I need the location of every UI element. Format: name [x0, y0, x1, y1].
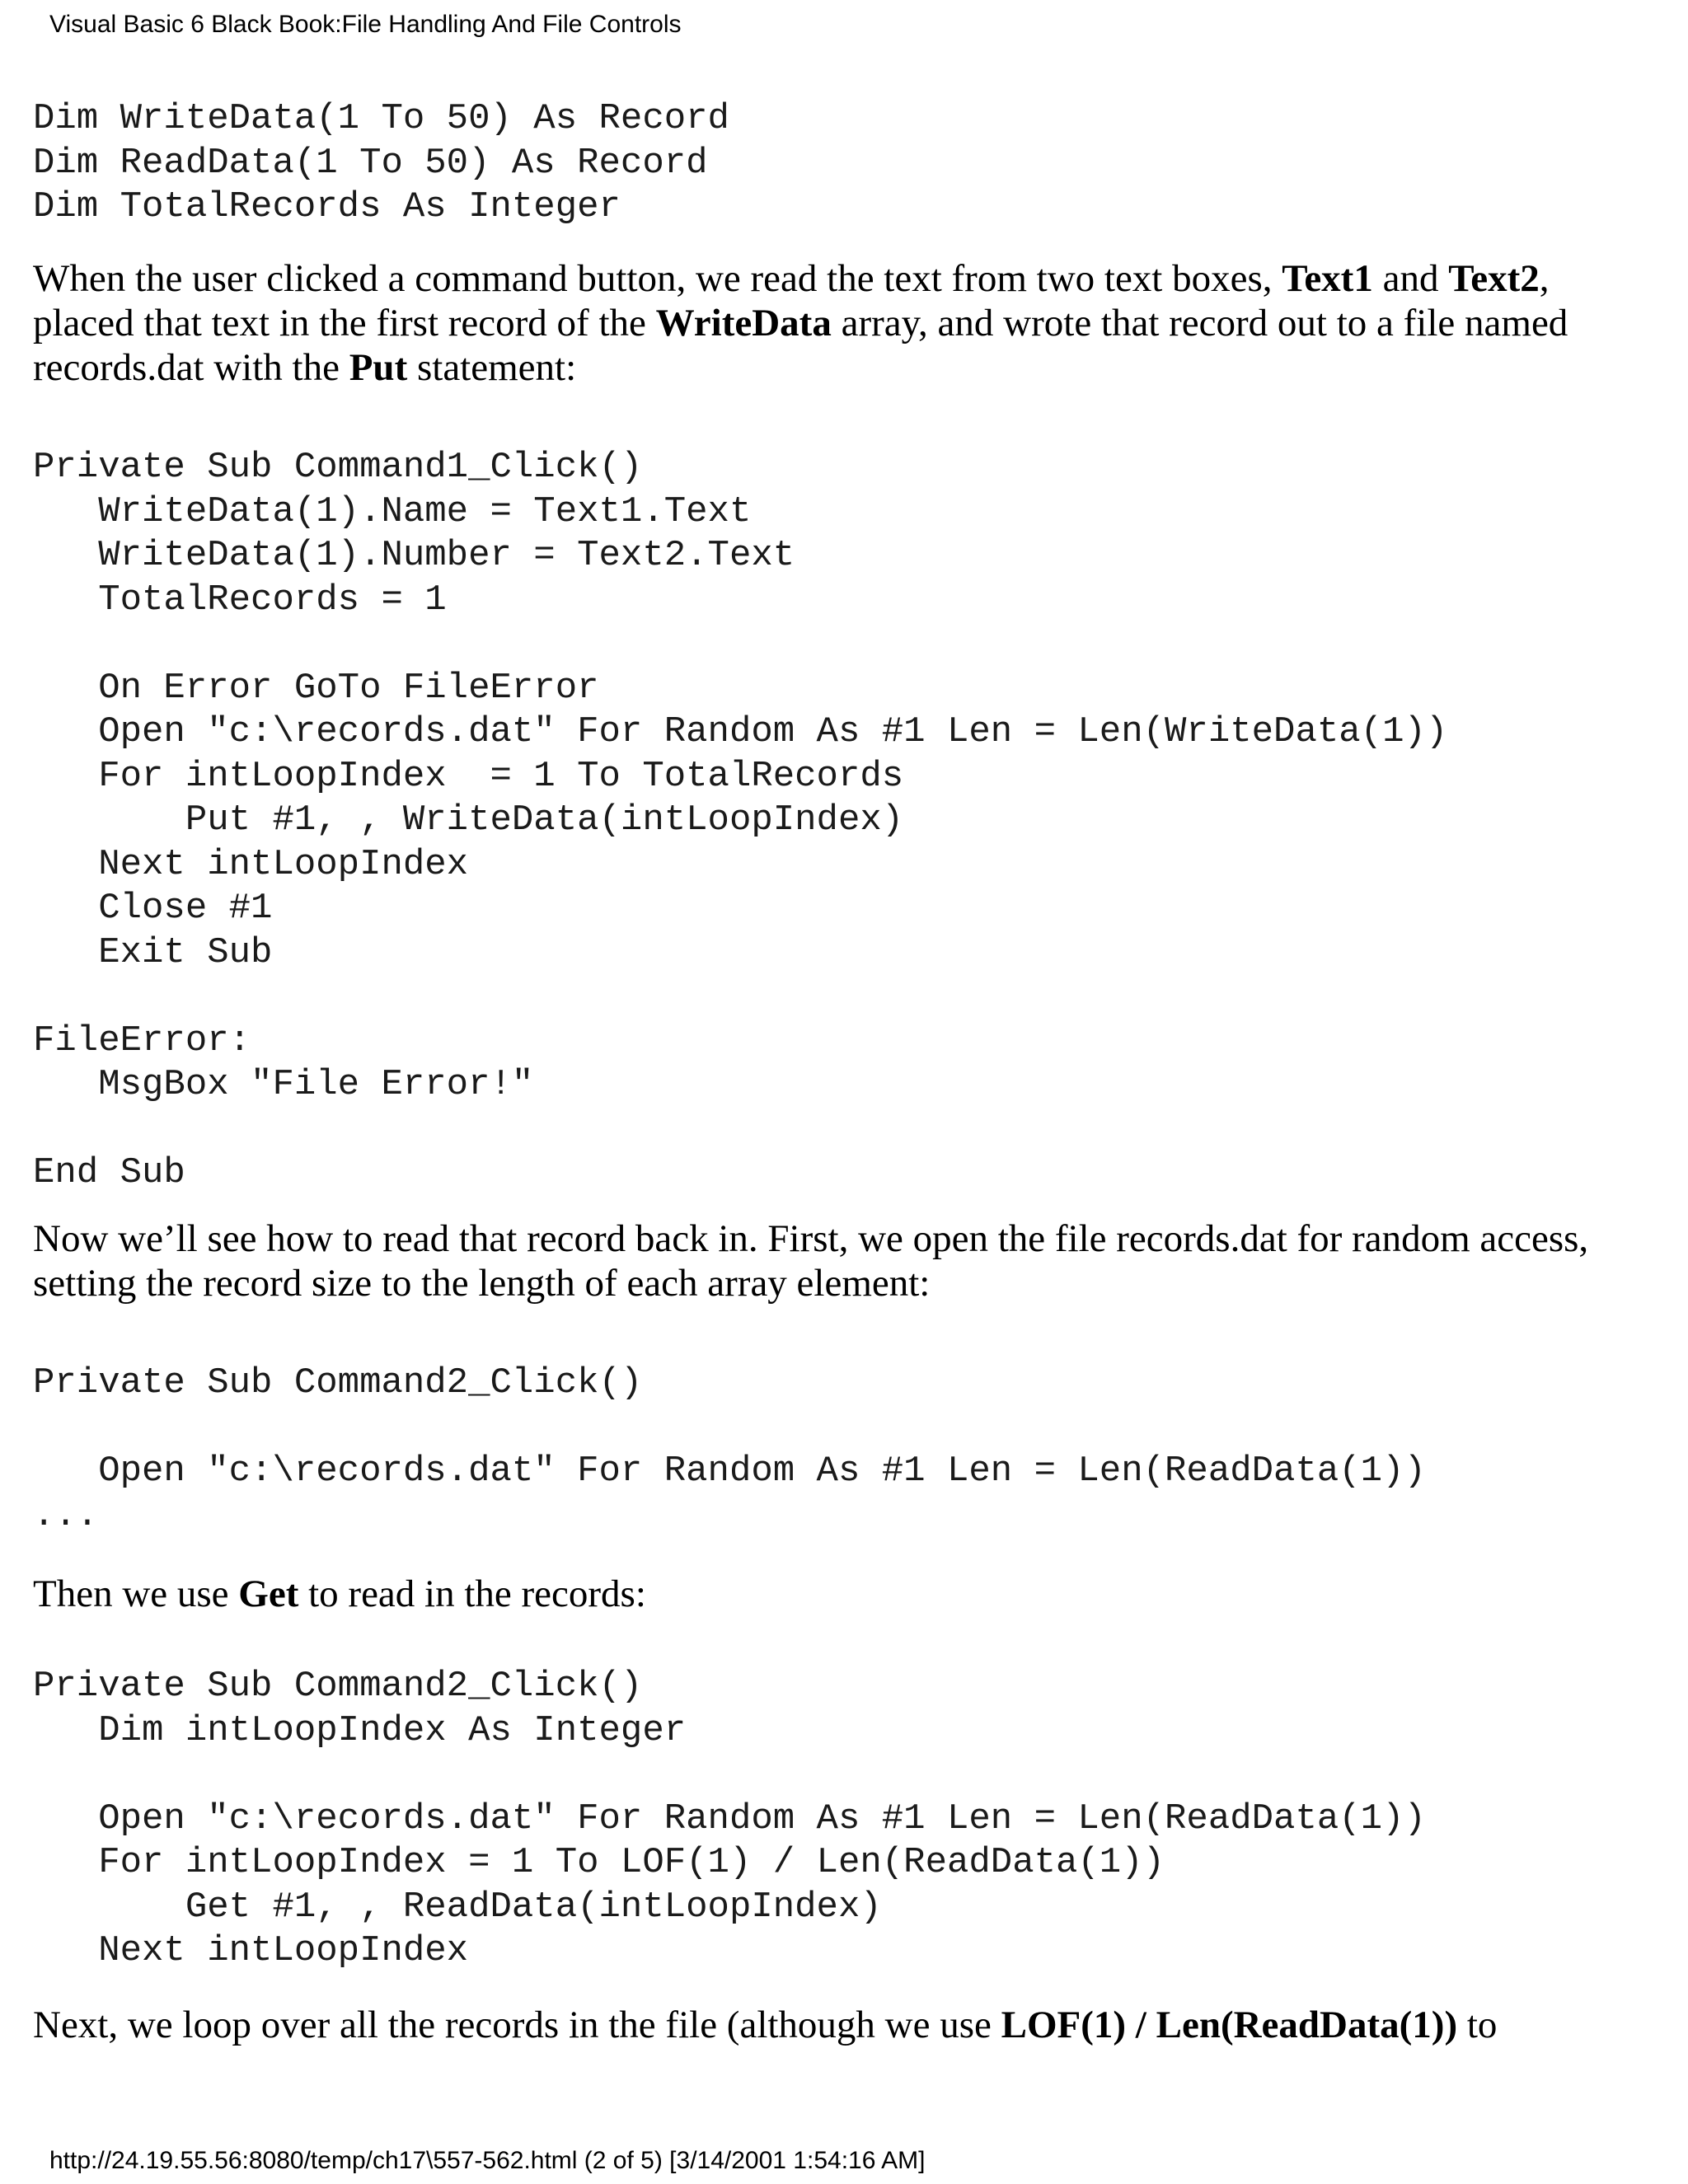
text-span: and	[1372, 257, 1449, 300]
paragraph-get-intro	[33, 1572, 1648, 1616]
bold-term-lof: LOF(1) / Len(ReadData(1))	[1001, 2004, 1458, 2046]
page-header-title: Visual Basic 6 Black Book:File Handling And File Controls	[49, 11, 682, 38]
code-block-declarations: Dim WriteData(1 To 50) As Record Dim ReadData(1 To 50) As Record Dim TotalRecords As Integer	[33, 98, 729, 227]
text-span: , placed that text in the first record of the	[33, 257, 1550, 344]
bold-term-get: Get	[238, 1572, 299, 1615]
paragraph-loop-records	[33, 2003, 1648, 2047]
code-block-command2-open: Private Sub Command2_Click() Open "c:\records.dat" For Random As #1 Len = Len(ReadData(1)) ...	[33, 1362, 1426, 1536]
code-block-command1-click: Private Sub Command1_Click() WriteData(1).Name = Text1.Text WriteData(1).Number = Text2.Text TotalRecords = 1 On Error GoTo FileError Open "c:\records.dat" For Random As #1 Len = Len(WriteData(1)) For intLoopIndex = 1 To TotalRecords Put #1, , WriteData(intLoopIndex) Next intLoopIndex Close #1 Exit Sub FileError: MsgBox "File Error!" End Sub	[33, 447, 1448, 1193]
text-span: to	[1457, 2004, 1498, 2046]
text-span: to read in the records:	[298, 1572, 646, 1615]
bold-term-text1: Text1	[1282, 257, 1373, 300]
paragraph-command-button-intro	[33, 256, 1648, 390]
bold-term-writedata: WriteData	[655, 302, 832, 344]
text-span: statement:	[407, 346, 577, 389]
text-span: array, and wrote that record out to a file named records.dat with the	[33, 302, 1568, 389]
code-block-command2-get: Private Sub Command2_Click() Dim intLoopIndex As Integer Open "c:\records.dat" For Random As #1 Len = Len(ReadData(1)) For intLoopIndex = 1 To LOF(1) / Len(ReadData(1)) Get #1, , ReadData(intLoopIndex) Next intLoopIndex	[33, 1666, 1426, 1971]
text-span: Next, we loop over all the records in the file (although we use	[33, 2004, 1001, 2046]
bold-term-text2: Text2	[1448, 257, 1540, 300]
page-footer-url: http://24.19.55.56:8080/temp/ch17\557-562.html (2 of 5) [3/14/2001 1:54:16 AM]	[49, 2147, 926, 2174]
paragraph-read-record-intro: Now we’ll see how to read that record back in. First, we open the file records.dat for random access, setting the record size to the length of each array element:	[33, 1217, 1589, 1305]
bold-term-put: Put	[349, 346, 408, 389]
text-span: When the user clicked a command button, we read the text from two text boxes,	[33, 257, 1282, 300]
text-span: Then we use	[33, 1572, 239, 1615]
